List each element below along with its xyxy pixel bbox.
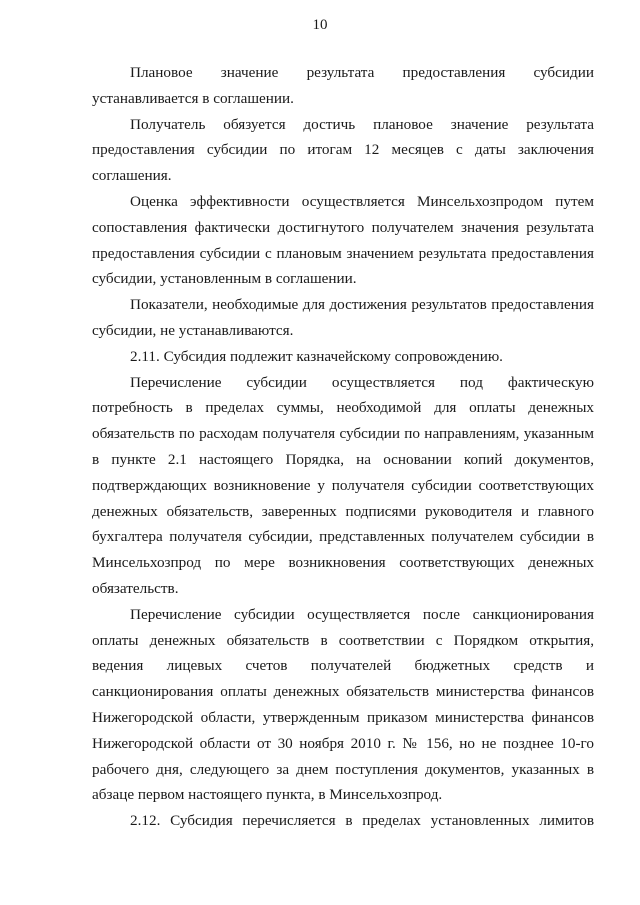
paragraph-2-11-treasury-support: 2.11. Субсидия подлежит казначейскому сопровождению. (130, 347, 503, 365)
paragraph-2-12-limits: 2.12. Субсидия перечисляется в пределах установленных лимитов (130, 812, 594, 830)
document-body (92, 60, 594, 834)
paragraph-indicators: Показатели, необходимые для достижения результатов предоставления субсидии, не устанавливаются. (92, 296, 594, 339)
paragraph-transfer-after-authorization: Перечисление субсидии осуществляется после санкционирования оплаты денежных обязательств в соответствии с Порядком открытия, ведения лицевых счетов получателей бюджетных средств и санкционирования оплаты денежных обязательств министерства финансов Нижегородской области, утвержденным приказом министерства финансов Нижегородской области от 30 ноября 2010 г. № 156, но не позднее 10-го рабочего дня, следующего за днем поступления документов, указанных в абзаце первом настоящего пункта, в Минсельхозпрод. (92, 605, 594, 804)
page-number: 10 (312, 17, 328, 33)
paragraph-recipient-obligation: Получатель обязуется достичь плановое значение результата предоставления субсидии по итогам 12 месяцев с даты заключения соглашения. (92, 115, 594, 185)
paragraph-planned-value: Плановое значение результата предоставления субсидии устанавливается в соглашении. (92, 64, 594, 107)
paragraph-efficiency-assessment: Оценка эффективности осуществляется Минсельхозпродом путем сопоставления фактически достигнутого получателем значения результата предоставления субсидии с плановым значением результата предоставления субсидии, установленным в соглашении. (92, 192, 594, 288)
paragraph-transfer-actual-need: Перечисление субсидии осуществляется под фактическую потребность в пределах суммы, необходимой для оплаты денежных обязательств по расходам получателя субсидии по направлениям, указанным в пункте 2.1 настоящего Порядка, на основании копий документов, подтверждающих возникновение у получателя субсидии соответствующих денежных обязательств, заверенных подписями руководителя и главного бухгалтера получателя субсидии, представленных получателем субсидии в Минсельхозпрод по мере возникновения соответствующих денежных обязательств. (92, 373, 594, 597)
